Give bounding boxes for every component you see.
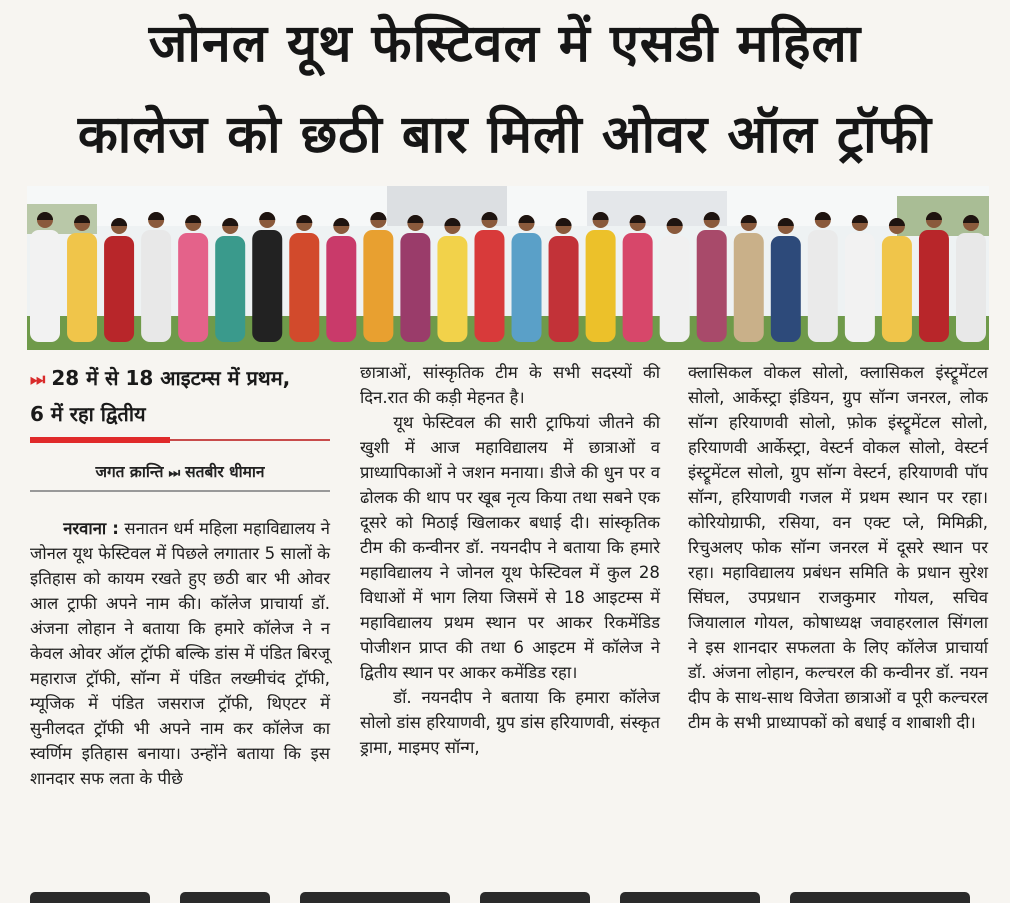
subheading-line-1: 28 में से 18 आइटम्स में प्रथम, (51, 366, 291, 390)
byline (30, 460, 330, 482)
person-body (474, 230, 504, 342)
headline-line-1: जोनल यूथ फेस्टिवल में एसडी महिला (148, 14, 862, 74)
person-body (400, 233, 430, 342)
person-body (882, 236, 912, 342)
person-body (845, 233, 875, 342)
person-body (178, 233, 208, 342)
double-arrow-icon: ⏭ (30, 370, 46, 390)
person-body (771, 236, 801, 342)
dateline: नरवाना : (63, 519, 119, 538)
accent-bar (30, 437, 170, 443)
person-body (808, 230, 838, 342)
article-column-1 (30, 516, 330, 791)
person-body (363, 230, 393, 342)
person-body (697, 230, 727, 342)
double-arrow-icon: ⏭ (168, 466, 181, 481)
person-body (141, 230, 171, 342)
headline-line-2: कालेज को छठी बार मिली ओवर ऑल ट्रॉफी (77, 105, 933, 165)
next-headline-cutoff (0, 882, 1010, 903)
person-body (104, 236, 134, 342)
person-body (660, 236, 690, 342)
paragraph: क्लासिकल वोकल सोलो, क्लासिकल इंस्ट्रूमेंटल सोलो, आर्केस्ट्रा इंडियन, ग्रुप सॉन्ग जनरल, लोक सॉन्ग हरियाणवी सोलो, फ़ोक इंस्ट्रूमेंटल सोलो, हरियाणवी आर्केस्ट्रा, वेस्टर्न वोकल सोलो, वेस्टर्न इंस्ट्रूमेंटल सोलो, ग्रुप सॉन्ग वेस्टर्न, हरियाणवी पॉप सॉन्ग, हरियाणवी गजल में प्रथम स्थान पर रहा। कोरियोग्राफी, रसिया, वन एक्ट प्ले, मिमिक्री, रिचुअलए फोक सॉन्ग जनरल में दूसरे स्थान पर रहा। महाविद्यालय प्रबंधन समिति के प्रधान सुरेश सिंघल, उपप्रधान राजकुमार गोयल, सचिव जियालाल गोयल, कोषाध्यक्ष जवाहरलाल सिंगला ने इस शानदार सफलता के लिए कॉलेज प्राचार्या डॉ. अंजना लोहान, कल्चरल की कन्वीनर डॉ. नयन दीप के साथ-साथ विजेता छात्राओं व पूरी कल्चरल टीम के सभी प्राध्यापकों को बधाई व शाबाशी दी। (688, 363, 988, 732)
person-body (919, 230, 949, 342)
person-body (734, 233, 764, 342)
divider (30, 490, 330, 492)
person-body (215, 236, 245, 342)
subheading (30, 361, 335, 431)
person-body (549, 236, 579, 342)
article-column-2 (360, 360, 660, 760)
byline-paper: जगत क्रान्ति (95, 463, 164, 481)
subheading-line-2: 6 में रहा द्वितीय (30, 402, 146, 426)
person-body (252, 230, 282, 342)
person-body (30, 230, 60, 342)
byline-author: सतबीर धीमान (185, 463, 265, 481)
person-body (623, 233, 653, 342)
person-body (67, 233, 97, 342)
paragraph: यूथ फेस्टिवल की सारी ट्राफियां जीतने की खुशी में आज महाविद्यालय में छात्राओं व प्राध्यापिकाओं ने जशन मनाया। डीजे की धुन पर व ढोलक की थाप पर खूब नृत्य किया तथा सबने एक दूसरे को मिठाई खिलाकर बधाई दी। सांस्कृतिक टीम की कन्वीनर डॉ. नयनदीप ने बताया कि हमारे महाविद्यालय ने जोनल यूथ फेस्टिवल में कुल 28 विधाओं में भाग लिया जिसमें से 18 आइटम्स में महाविद्यालय प्रथम स्थान पर आकर रिकमेंडिड पोजीशन प्राप्त की तथा 6 आइटम में कॉलेज ने द्वितीय स्थान पर आकर कमेंडिड रहा। (360, 413, 660, 682)
person-body (586, 230, 616, 342)
person-body (956, 233, 986, 342)
paragraph: डॉ. नयनदीप ने बताया कि हमारा कॉलेज सोलो डांस हरियाणवी, ग्रुप डांस हरियाणवी, संस्कृत ड्रामा, माइमए सॉन्ग, (360, 688, 660, 757)
person-body (326, 236, 356, 342)
article-column-3 (688, 360, 988, 735)
person-body (437, 236, 467, 342)
divider (170, 439, 330, 441)
paragraph: सनातन धर्म महिला महाविद्यालय ने जोनल यूथ फेस्टिवल में पिछले लगातार 5 सालों के इतिहास को कायम रखते हुए छठी बार भी ओवर आल ट्राफी अपने नाम की। कॉलेज प्राचार्या डॉ. अंजना लोहान ने बताया कि हमारे कॉलेज ने न केवल ओवर ऑल ट्रॉफी बल्कि डांस में पंडित बिरजू महाराज ट्रॉफी, सॉन्ग में पंडित लख्मीचंद ट्रॉफी, म्यूजिक में पंडित जसराज ट्रॉफी, थिएटर में सुनीलदत ट्रॉफी भी अपने नाम कर कॉलेज का स्वर्णिम इतिहास बनाया। उन्होंने बताया कि इस शानदार सफ लता के पीछे (30, 519, 331, 788)
group-photo (27, 186, 989, 350)
paragraph: छात्राओं, सांस्कृतिक टीम के सभी सदस्यों की दिन.रात की कड़ी मेहनत है। (360, 363, 660, 407)
person-body (289, 233, 319, 342)
person-body (512, 233, 542, 342)
